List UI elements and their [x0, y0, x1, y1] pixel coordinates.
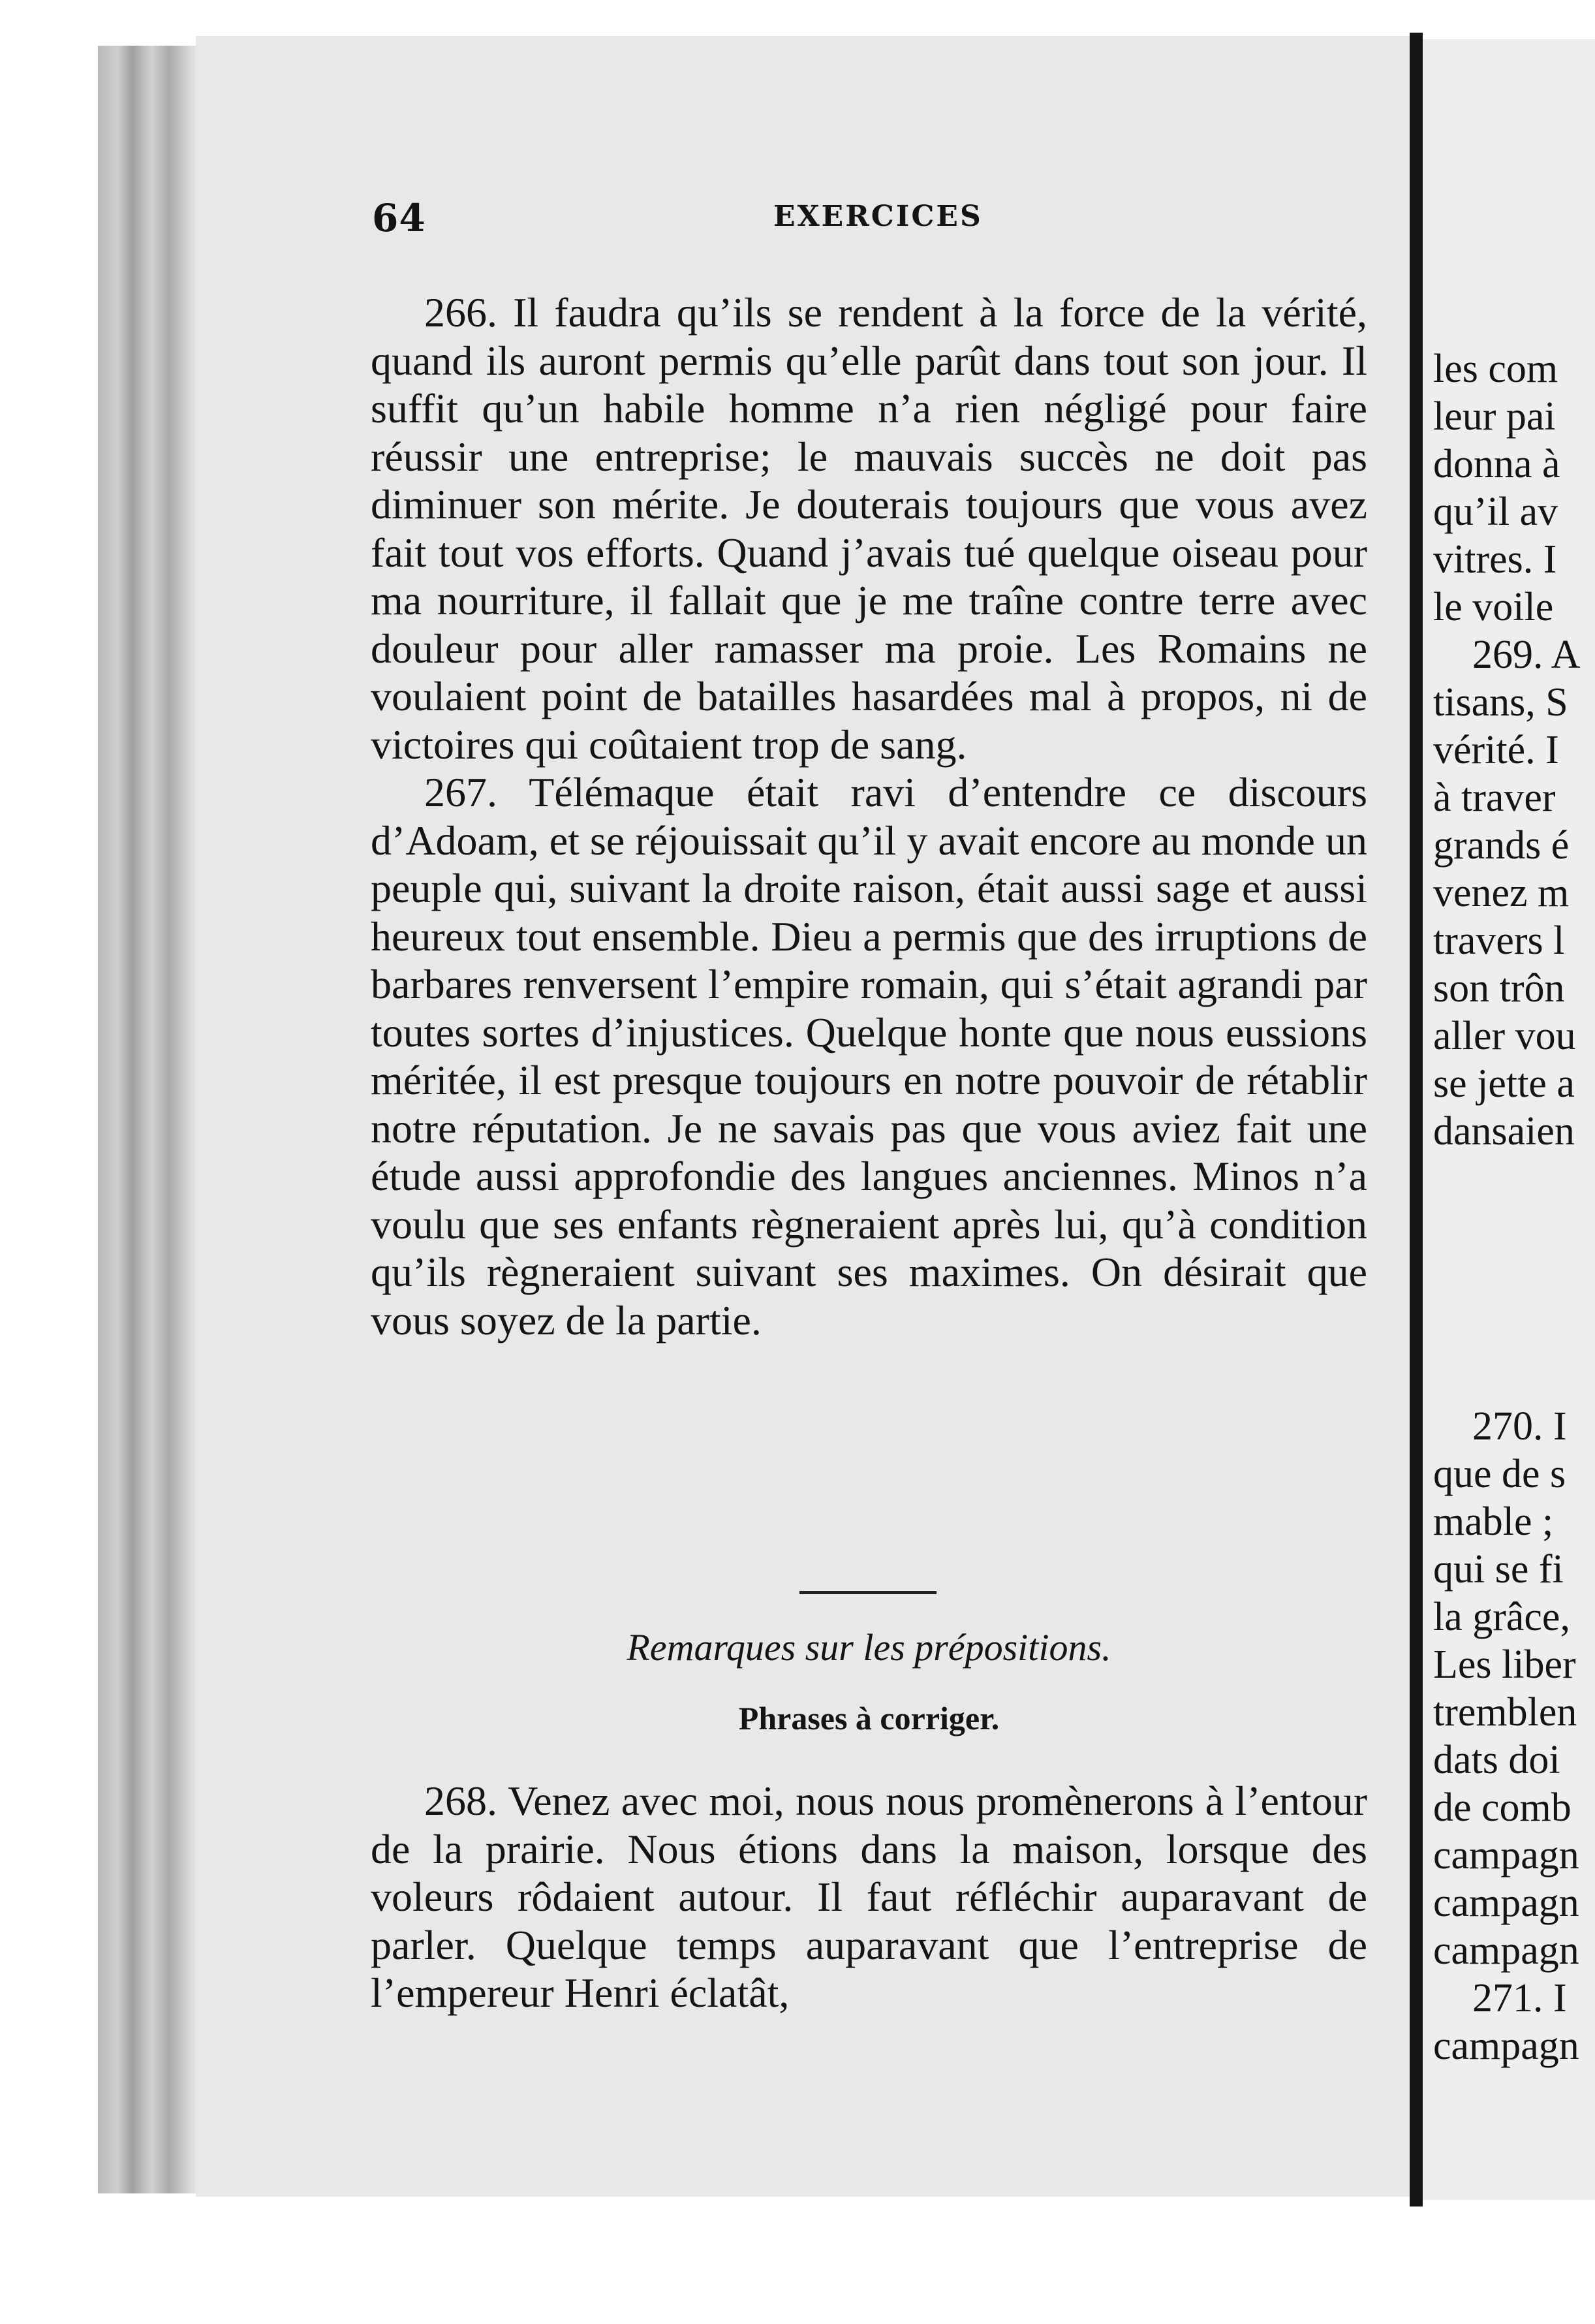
right-line: que de s: [1433, 1452, 1566, 1496]
paragraph-266: 266. Il faudra qu’ils se rendent à la force de la vérité, quand ils auront permis qu’elle parût dans tout son jour. Il suffit qu’un habile homme n’a rien négligé pour faire réussir une entreprise; le mauvais succès ne doit pas diminuer son mérite. Je douterais toujours que vous avez fait tout vos efforts. Quand j’avais tué quelque oiseau pour ma nourriture, il fallait que je me traîne contre terre avec douleur pour aller ramasser ma proie. Les Romains ne voulaient point de batailles hasardées mal à propos, ni de victoires qui coûtaient trop de sang.: [371, 289, 1367, 768]
paragraph-268: 268. Venez avec moi, nous nous promènerons à l’entour de la prairie. Nous étions dans la maison, lorsque des voleurs rôdaient autour. Il faut réfléchir auparavant de parler. Quelque temps auparavant que l’entreprise de l’empereur Henri éclatât,: [371, 1778, 1367, 2016]
page-number: 64: [372, 196, 426, 240]
right-line: à traver: [1433, 776, 1556, 820]
right-line: leur pai: [1433, 394, 1556, 439]
right-line: vérité. I: [1433, 728, 1559, 772]
right-line: venez m: [1433, 871, 1570, 915]
running-head: EXERCICES: [773, 200, 983, 233]
right-line: 271. I: [1472, 1976, 1567, 2020]
body-text-continued: [371, 1777, 1367, 2017]
right-line: vitres. I: [1433, 537, 1557, 582]
right-line: qu’il av: [1433, 490, 1558, 534]
right-line: campagn: [1433, 1881, 1579, 1925]
right-page: [1423, 39, 1595, 2200]
right-line: mable ;: [1433, 1500, 1554, 1544]
right-line: dats doi: [1433, 1738, 1560, 1782]
right-line: 269. A: [1472, 633, 1581, 677]
right-line: travers l: [1433, 919, 1565, 963]
right-line: tremblen: [1433, 1690, 1577, 1735]
right-line: aller vou: [1433, 1014, 1576, 1058]
right-line: se jette a: [1433, 1061, 1575, 1106]
right-line: dansaien: [1433, 1109, 1575, 1154]
right-line: son trôn: [1433, 966, 1565, 1011]
body-text: [371, 289, 1367, 1344]
book-edge: [98, 46, 196, 2193]
right-line: tisans, S: [1433, 680, 1568, 725]
right-line: les com: [1433, 347, 1558, 391]
right-line: campagn: [1433, 2024, 1579, 2068]
right-line: 270. I: [1472, 1404, 1567, 1449]
right-line: grands é: [1433, 823, 1570, 868]
book-gutter: [1410, 33, 1423, 2206]
right-line: de comb: [1433, 1785, 1572, 1830]
right-line: le voile: [1433, 585, 1554, 629]
right-line: la grâce,: [1433, 1595, 1570, 1639]
section-title: Remarques sur les prépositions.: [627, 1626, 1111, 1669]
right-line: campagn: [1433, 1833, 1579, 1877]
right-line: campagn: [1433, 1928, 1579, 1973]
subsection-title: Phrases à corriger.: [738, 1700, 1000, 1736]
paragraph-267: 267. Télémaque était ravi d’entendre ce discours d’Adoam, et se réjouissait qu’il y avait encore au monde un peuple qui, suivant la droite raison, était aussi sage et aussi heureux tout ensemble. Dieu a permis que des irruptions de barbares renversent l’empire romain, qui s’était agrandi par toutes sortes d’injustices. Quelque honte que nous eussions méritée, il est presque toujours en notre pouvoir de rétablir notre réputation. Je ne savais pas que vous aviez fait une étude aussi approfondie des langues anciennes. Minos n’a voulu que ses enfants règneraient après lui, qu’à condition qu’ils règneraient suivant ses maximes. On désirait que vous soyez de la partie.: [371, 769, 1367, 1343]
right-line: Les liber: [1433, 1642, 1576, 1687]
right-line: qui se fi: [1433, 1547, 1564, 1592]
right-line: donna à: [1433, 442, 1560, 486]
page-header: [372, 196, 1351, 248]
section-divider: [799, 1591, 937, 1594]
